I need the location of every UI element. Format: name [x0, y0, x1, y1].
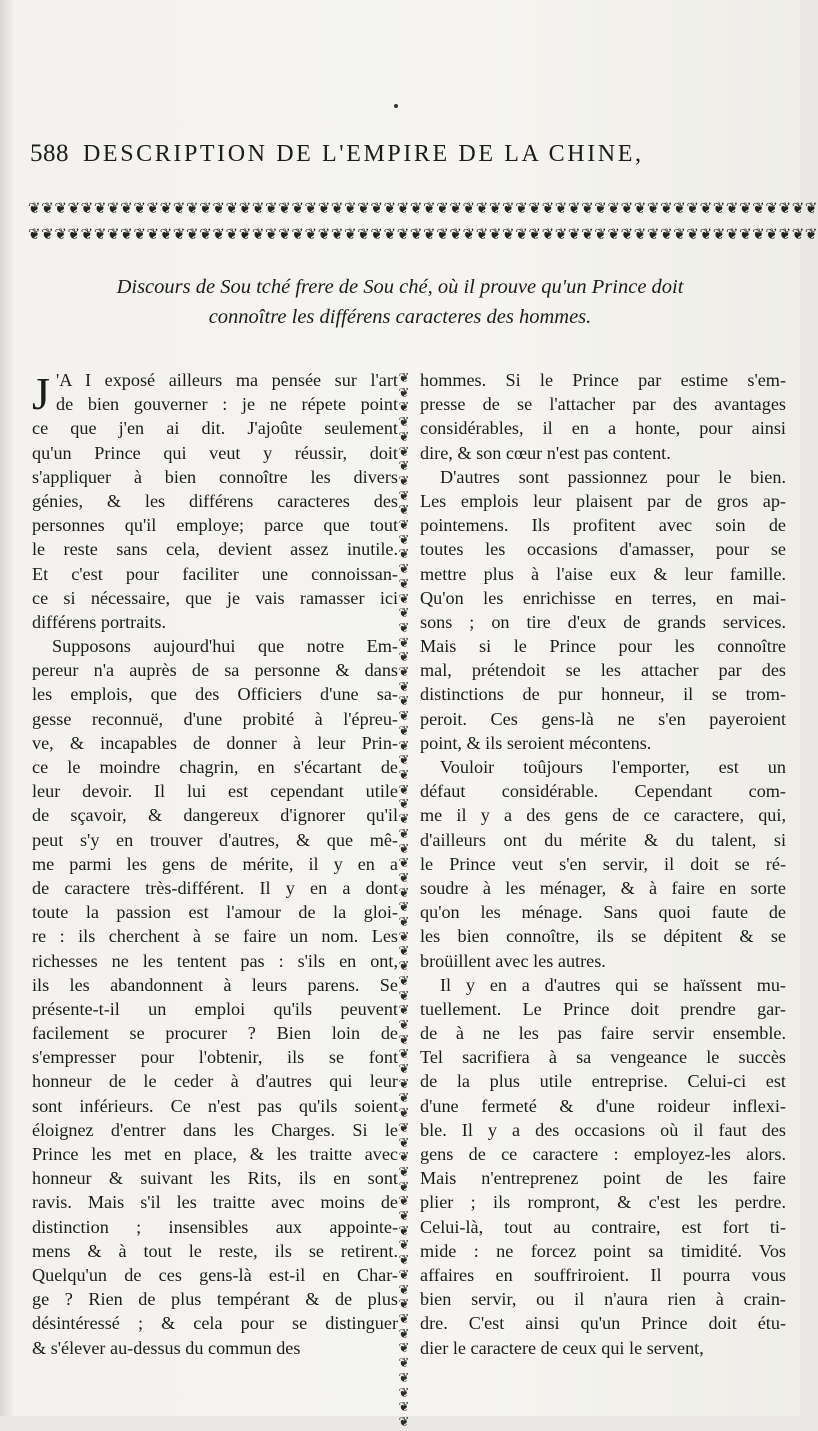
text-line: considérables, il en a honte, pour ainsi — [420, 418, 786, 439]
right-column — [420, 368, 786, 1360]
text-line: défaut considérable. Cependant com- — [420, 781, 786, 802]
text-line: bien servir, ou il n'aura rien à crain- — [420, 1289, 786, 1310]
text-line: s'empresser pour l'obtenir, ils se font — [32, 1047, 398, 1068]
text-line: de à ne les pas faire servir ensemble. — [420, 1023, 786, 1044]
text-line: Mais n'entreprenez point de les faire — [420, 1168, 786, 1189]
text-line: de caractere très-différent. Il y en a dont — [32, 877, 398, 898]
text-line: toute la passion est l'amour de la gloi- — [32, 902, 398, 923]
text-line: qu'un Prince qui veut y réussir, doit — [32, 442, 398, 463]
text-line: mens & à tout le reste, ils se retirent. — [32, 1240, 398, 1261]
text-line: peroit. Ces gens-là ne s'en payeroient — [420, 708, 786, 729]
text-line: gens de ce caractere : employez-les alors. — [420, 1144, 786, 1164]
text-line: toutes les occasions d'amasser, pour se — [420, 539, 786, 560]
text-line: mide : ne forcez point sa timidité. Vos — [420, 1240, 786, 1261]
text-line: Qu'on les enrichisse en terres, en mai- — [420, 587, 786, 608]
text-line: Tel sacrifiera à sa vengeance le succès — [420, 1047, 786, 1068]
text-line: personnes qu'il employe; parce que tout — [32, 515, 398, 536]
text-line: ce le moindre chagrin, en s'écartant de — [32, 757, 398, 777]
running-header — [30, 140, 770, 180]
text-line: le Prince veut s'en servir, il doit se ré- — [420, 853, 786, 874]
text-line: de sçavoir, & dangereux d'ignorer qu'il — [32, 805, 398, 826]
text-line: désintéressé ; & cela pour se distinguer — [32, 1313, 398, 1334]
text-line: richesses ne les tentent pas : s'ils en ont, — [32, 950, 398, 971]
text-line: gesse reconnuë, d'une probité à l'épreu- — [32, 708, 398, 729]
printer-mark — [394, 104, 398, 108]
text-line: ble. Il y a des occasions où il faut des — [420, 1119, 786, 1140]
text-line: honneur & suivant les Rits, ils en sont — [32, 1168, 398, 1189]
text-line: qu'on les ménage. Sans quoi faute de — [420, 902, 786, 923]
text-line: s'appliquer à bien connoître les divers — [32, 466, 398, 487]
text-line: les bien connoître, ils se dépitent & se — [420, 926, 786, 947]
page-number: 588 — [30, 140, 69, 167]
text-line: mettre plus à l'aise eux & leur famille. — [420, 563, 786, 584]
text-line: point, & ils seroient mécontens. — [420, 732, 652, 753]
text-line: distinction ; insensibles aux appointe- — [32, 1216, 398, 1237]
section-title-line-2: connoître les différens caracteres des hommes. — [208, 306, 592, 328]
column-divider-ornament: ❦ ❦ ❦ ❦ ❦ ❦ ❦ ❦ ❦ ❦ ❦ ❦ ❦ ❦ ❦ ❦ ❦ ❦ ❦ ❦ ❦ ❦ ❦ ❦ ❦ ❦ ❦ ❦ ❦ ❦ ❦ ❦ ❦ ❦ ❦ ❦ ❦ ❦ ❦ ❦ ❦ ❦ ❦ ❦ ❦ ❦ ❦ ❦ ❦ ❦ ❦ ❦ ❦ ❦ ❦ ❦ ❦ ❦ ❦ ❦ ❦ ❦ ❦ ❦ ❦ ❦ ❦ ❦ ❦ ❦ ❦ ❦ — [398, 371, 410, 1430]
text-line: me il y a des gens de ce caractere, qui, — [420, 805, 786, 826]
text-line: & s'élever au-dessus du commun des — [32, 1337, 301, 1358]
text-line: tuellement. Le Prince doit prendre gar- — [420, 998, 786, 1019]
text-line: leur devoir. Il lui est cependant utile — [32, 781, 398, 802]
text-line: présente-t-il un emploi qu'ils peuvent — [32, 998, 398, 1019]
text-line: ve, & incapables de donner à leur Prin- — [32, 732, 398, 753]
text-line: ge ? Rien de plus tempérant & de plus — [32, 1289, 398, 1310]
text-line: honneur de le ceder à d'autres qui leur — [32, 1071, 398, 1092]
text-line: dier le caractere de ceux qui le servent, — [420, 1337, 704, 1358]
text-line: pointemens. Ils profitent avec soin de — [420, 515, 786, 536]
ornament-band-top: ❦❦❦❦❦❦❦❦❦❦❦❦❦❦❦❦❦❦❦❦❦❦❦❦❦❦❦❦❦❦❦❦❦❦❦❦❦❦❦❦❦❦❦❦❦❦❦❦❦❦❦❦❦❦❦❦❦❦❦❦ — [28, 199, 818, 217]
text-line: le reste sans cela, devient assez inutile. — [32, 539, 398, 560]
text-line: pereur n'a auprès de sa personne & dans — [32, 660, 398, 681]
text-line: éloignez d'entrer dans les Charges. Si le — [32, 1119, 398, 1140]
text-line: plier ; ils rompront, & c'est les perdre. — [420, 1192, 786, 1213]
text-line: Celui-là, tout au contraire, est fort ti- — [420, 1216, 786, 1237]
text-line: d'une fermeté & d'une roideur inflexi- — [420, 1095, 786, 1116]
text-line: dire, & son cœur n'est pas content. — [420, 442, 671, 463]
text-line: affaires en souffriroient. Il pourra vous — [420, 1264, 786, 1285]
ornament-band-bottom: ❦❦❦❦❦❦❦❦❦❦❦❦❦❦❦❦❦❦❦❦❦❦❦❦❦❦❦❦❦❦❦❦❦❦❦❦❦❦❦❦❦❦❦❦❦❦❦❦❦❦❦❦❦❦❦❦❦❦❦❦ — [28, 225, 818, 243]
text-line: distinctions de pur honneur, il se trom- — [420, 684, 786, 705]
left-column — [32, 368, 398, 1360]
text-line: sont inférieurs. Ce n'est pas qu'ils soient — [32, 1095, 398, 1116]
text-line: mal, prétendoit se les attacher par des — [420, 660, 786, 681]
text-line: Prince les met en place, & les traitte avec — [32, 1144, 398, 1164]
text-line: ravis. Mais s'il les traitte avec moins de — [32, 1192, 398, 1213]
text-line: re : ils cherchent à se faire un nom. Les — [32, 926, 398, 947]
left-column-text — [32, 368, 398, 1360]
text-line: presse de se l'attacher par des avantages — [420, 394, 786, 415]
text-line: D'autres sont passionnez pour le bien. — [440, 466, 786, 487]
text-line: ce si nécessaire, que je vais ramasser ici — [32, 587, 398, 608]
text-line: différens portraits. — [32, 611, 167, 632]
text-line: sons ; on tire d'eux de grands services. — [420, 611, 786, 632]
text-line: soudre à les ménager, & à faire en sorte — [420, 877, 786, 898]
text-line: Il y en a d'autres qui se haïssent mu- — [440, 974, 786, 995]
text-line: Les emplois leur plaisent par de gros ap- — [420, 490, 786, 511]
text-line: facilement se procurer ? Bien loin de — [32, 1023, 398, 1044]
text-line: Supposons aujourd'hui que notre Em- — [52, 636, 398, 657]
section-title-line-1: Discours de Sou tché frere de Sou ché, où il prouve qu'un Prince doit — [116, 276, 684, 298]
text-line: génies, & les différens caracteres des — [32, 490, 398, 511]
text-line: de la plus utile entreprise. Celui-ci est — [420, 1071, 786, 1092]
text-line: broüillent avec les autres. — [420, 950, 606, 971]
text-line: de bien gouverner : je ne répete point — [56, 394, 398, 415]
text-line: les emplois, que des Officiers d'une sa- — [32, 684, 398, 705]
section-title — [40, 272, 760, 332]
drop-cap: J — [32, 368, 50, 419]
text-line: Et c'est pour faciliter une connoissan- — [32, 563, 398, 584]
running-title: DESCRIPTION DE L'EMPIRE DE LA CHINE, — [83, 141, 644, 167]
text-line: ils les abandonnent à leurs parens. Se — [32, 974, 398, 995]
text-line: ce que j'en ai dit. J'ajoûte seulement — [32, 418, 398, 439]
text-line: Mais si le Prince pour les connoître — [420, 636, 786, 657]
text-line: Quelqu'un de ces gens-là est-il en Char- — [32, 1264, 398, 1285]
text-line: me parmi les gens de mérite, il y en a — [32, 853, 398, 874]
text-line: hommes. Si le Prince par estime s'em- — [420, 370, 786, 390]
text-line: dre. C'est ainsi qu'un Prince doit étu- — [420, 1313, 786, 1334]
text-line: d'ailleurs ont du mérite & du talent, si — [420, 829, 786, 850]
right-column-text — [420, 368, 786, 1360]
text-line: peut s'y en trouver d'autres, & que mê- — [32, 829, 398, 850]
text-line: Vouloir toûjours l'emporter, est un — [440, 757, 786, 777]
text-line: 'A I exposé ailleurs ma pensée sur l'art — [56, 370, 398, 390]
